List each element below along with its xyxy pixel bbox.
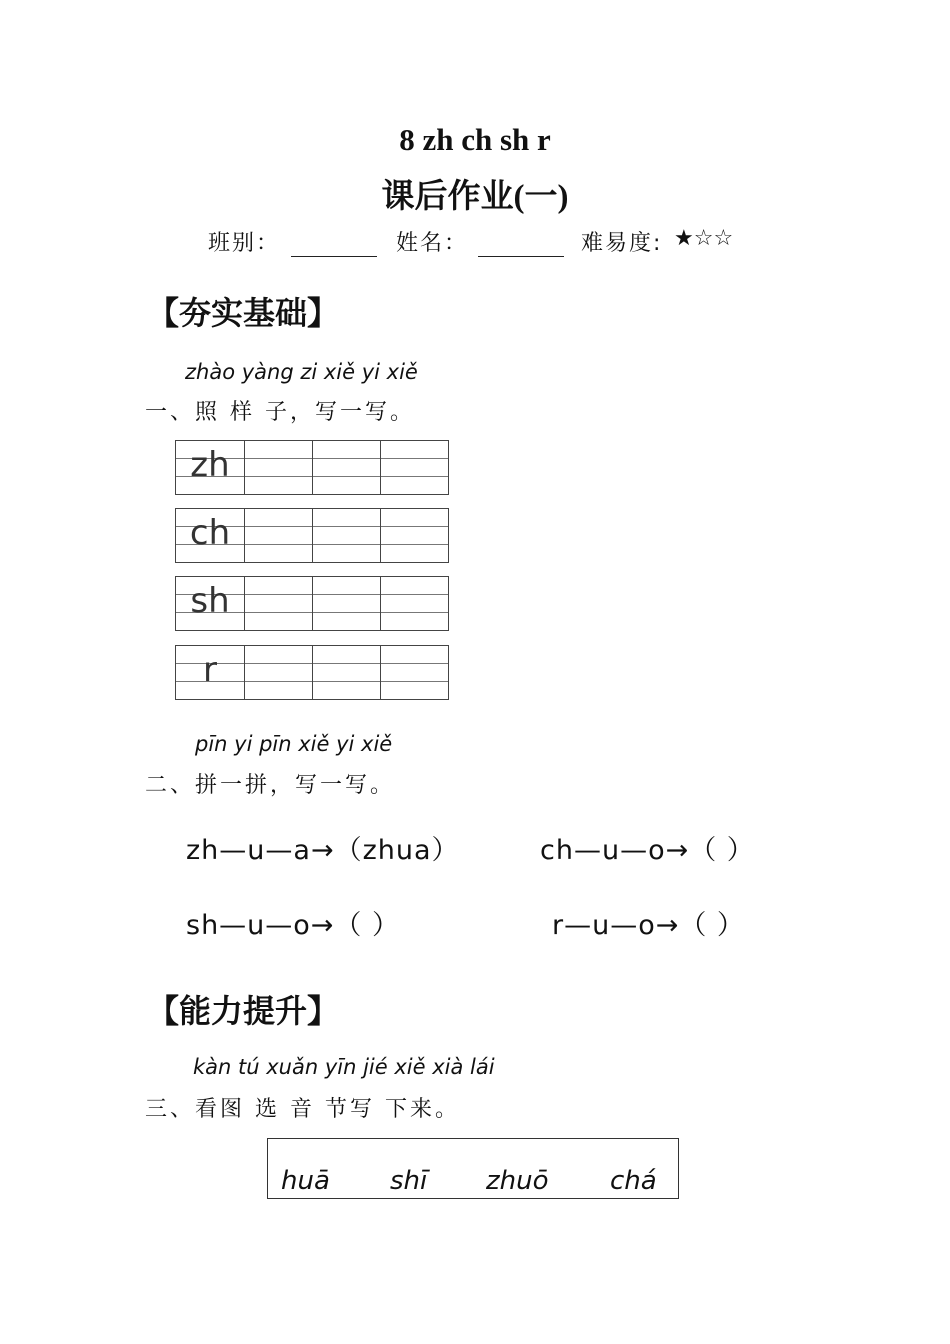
q3-text: 三、看图 选 音 节写 下来。	[145, 1097, 460, 1122]
section-heading-basics: 【夯实基础】	[147, 294, 340, 332]
q2-text: 二、拼一拼，写一写。	[145, 773, 396, 798]
spell-item: zh—u—a→（zhua）	[186, 835, 460, 866]
worksheet-title: 8 zh ch sh r	[399, 122, 551, 157]
q1-pinyin: zhào yàng zi xiě yi xiě	[185, 360, 418, 384]
grid-letter: r	[203, 650, 217, 690]
difficulty-label: 难易度:	[581, 231, 663, 256]
q1-text: 一、照 样 子，写一写。	[145, 400, 415, 425]
q2-pinyin: pīn yi pīn xiě yi xiě	[195, 732, 393, 756]
writing-grid-zh[interactable]	[175, 440, 449, 495]
name-blank[interactable]	[478, 230, 564, 261]
spell-item[interactable]: sh—u—o→（ ）	[186, 910, 401, 941]
syllable-option[interactable]: huā	[281, 1166, 330, 1196]
worksheet-subtitle: 课后作业(一)	[381, 179, 569, 215]
name-label: 姓名：	[396, 231, 469, 256]
spell-item[interactable]: ch—u—o→（ ）	[540, 835, 755, 866]
syllable-option[interactable]: zhuō	[486, 1166, 549, 1196]
difficulty-stars: ★☆☆	[674, 226, 734, 251]
section-heading-ability: 【能力提升】	[147, 992, 340, 1030]
class-label: 班别：	[208, 231, 281, 256]
class-blank[interactable]	[291, 230, 377, 261]
q3-pinyin: kàn tú xuǎn yīn jié xiě xià lái	[193, 1055, 495, 1079]
syllable-option[interactable]: shī	[390, 1166, 428, 1196]
spell-item[interactable]: r—u—o→（ ）	[552, 910, 745, 941]
writing-grid-ch[interactable]	[175, 508, 449, 563]
syllable-option[interactable]: chá	[610, 1166, 657, 1196]
grid-letter: sh	[190, 581, 230, 621]
grid-letter: zh	[190, 445, 230, 485]
grid-letter: ch	[189, 513, 231, 553]
writing-grid-sh[interactable]	[175, 576, 449, 631]
writing-grid-r[interactable]	[175, 645, 449, 700]
